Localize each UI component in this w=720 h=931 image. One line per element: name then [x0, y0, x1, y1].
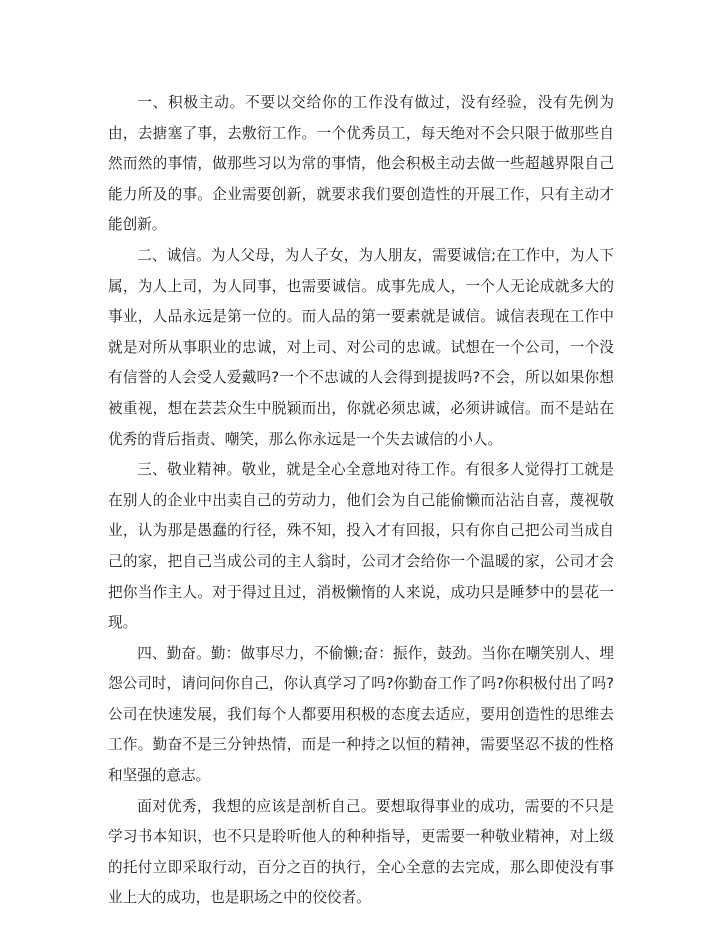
- paragraph-proactive: 一、积极主动。不要以交给你的工作没有做过，没有经验，没有先例为由，去搪塞了事，去敷衍工作。一个优秀员工，每天绝对不会只限于做那些自然而然的事情，做那些习以为常的事情，他会积极主动去做一些超越界限自己能力所及的事。企业需要创新，就要求我们要创造性的开展工作，只有主动才能创新。: [108, 94, 614, 234]
- paragraph-dedication: 三、敬业精神。敬业，就是全心全意地对待工作。有很多人觉得打工就是在别人的企业中出卖自己的劳动力，他们会为自己能偷懒而沾沾自喜，蔑视敬业，认为那是愚蠢的行径，殊不知，投入才有回报，只有你自己把公司当成自己的家，把自己当成公司的主人翁时，公司才会给你一个温暖的家，公司才会把你当作主人。对于得过且过，消极懒惰的人来说，成功只是睡梦中的昙花一现。: [108, 461, 614, 632]
- document-body: [108, 88, 614, 914]
- paragraph-diligence: 四、勤奋。勤：做事尽力，不偷懒;奋：振作，鼓劲。当你在嘲笑别人、埋怨公司时，请问问你自己，你认真学习了吗?你勤奋工作了吗?你积极付出了吗?公司在快速发展，我们每个人都要用积极的态度去适应，要用创造性的思维去工作。勤奋不是三分钟热情，而是一种持之以恒的精神，需要坚忍不拔的性格和坚强的意志。: [108, 644, 614, 785]
- paragraph-conclusion: 面对优秀，我想的应该是剖析自己。要想取得事业的成功，需要的不只是学习书本知识，也不只是聆听他人的种种指导，更需要一种敬业精神，对上级的托付立即采取行动，百分之百的执行，全心全意的去完成，那么即使没有事业上大的成功，也是职场之中的佼佼者。: [108, 797, 614, 907]
- paragraph-integrity: 二、诚信。为人父母，为人子女，为人朋友，需要诚信;在工作中，为人下属，为人上司，为人同事，也需要诚信。成事先成人，一个人无论成就多大的事业，人品永远是第一位的。而人品的第一要素就是诚信。诚信表现在工作中就是对所从事职业的忠诚，对上司、对公司的忠诚。试想在一个公司，一个没有信誉的人会受人爱戴吗?一个不忠诚的人会得到提拔吗?不会，所以如果你想被重视，想在芸芸众生中脱颖而出，你就必须忠诚，必须讲诚信。而不是站在优秀的背后指责、嘲笑，那么你永远是一个失去诚信的小人。: [108, 246, 614, 448]
